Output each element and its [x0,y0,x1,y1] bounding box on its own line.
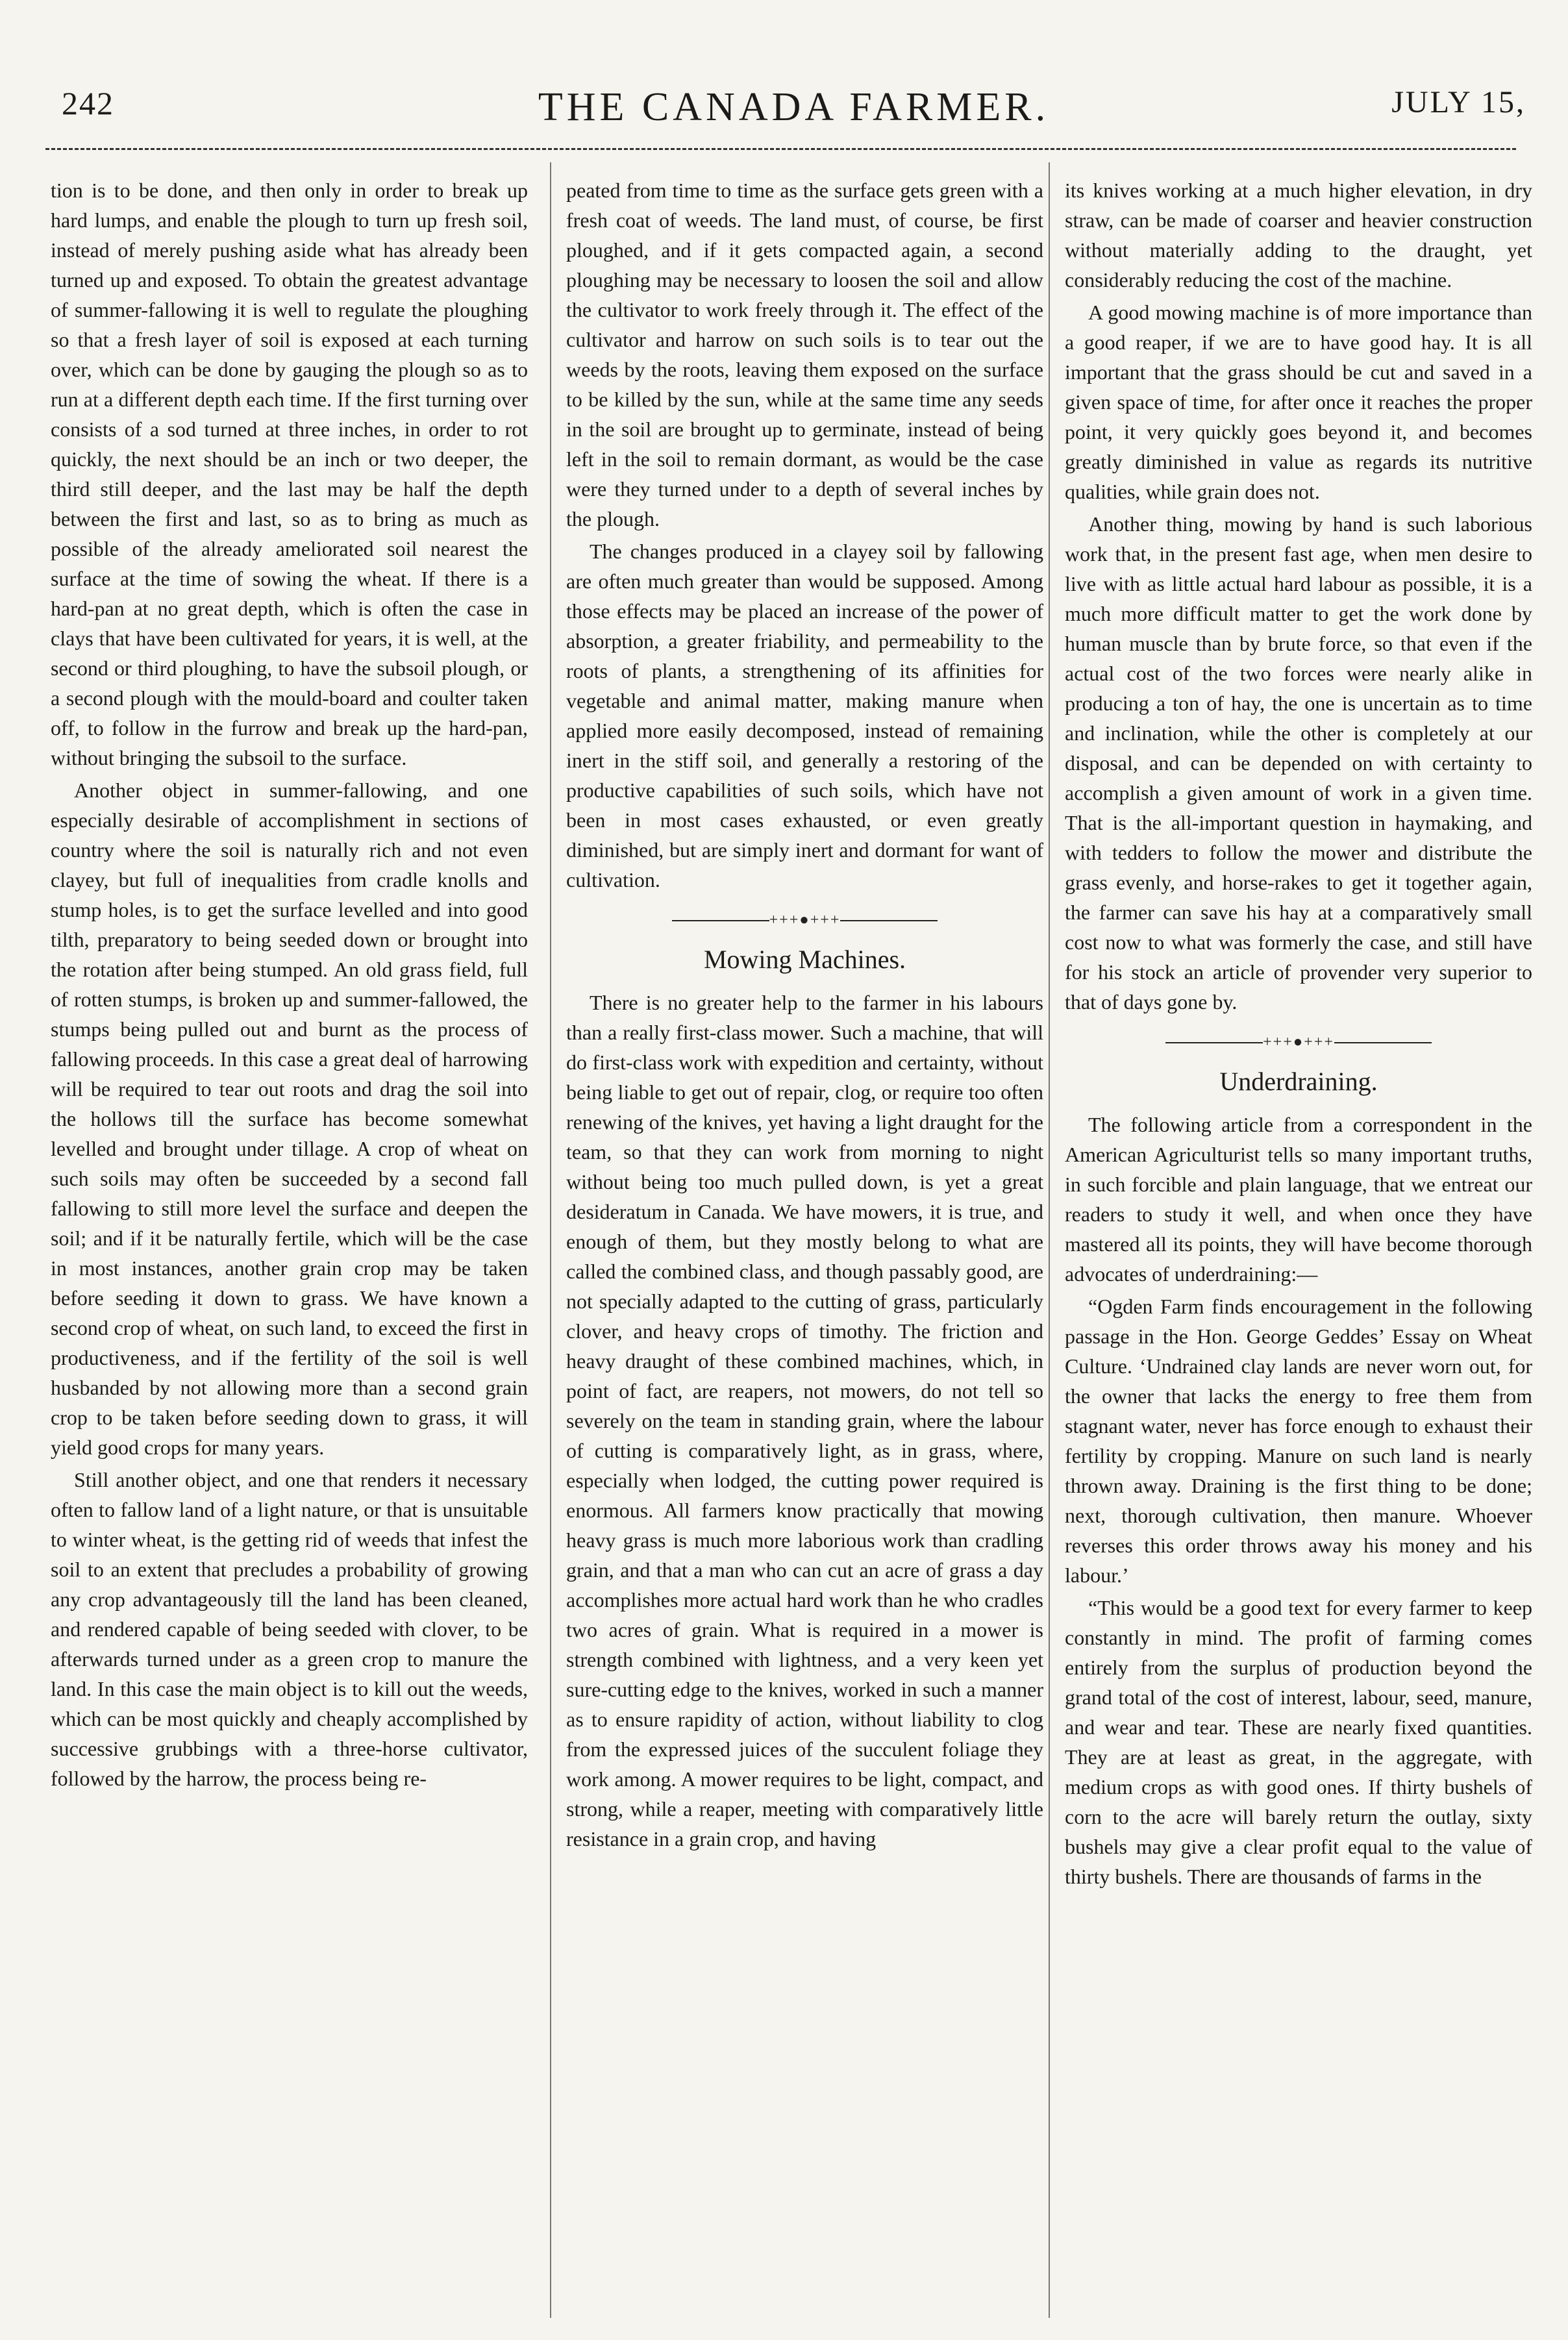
paragraph: tion is to be done, and then only in order to break up hard lumps, and enable the plough to turn up fresh soil, instead of merely pushing aside what has already been turned up and exposed. To obtain the greatest advantage of summer-fallowing it is well to regulate the ploughing so that a fresh layer of soil is exposed at each turning over, which can be done by gauging the plough so as to run at a different depth each time. If the first turning over consists of a sod turned at three inches, in order to rot quickly, the next should be an inch or two deeper, the third still deeper, and the last may be half the depth between the first and last, so as to bring as much as possible of the already ameliorated soil nearest the surface at the time of sowing the wheat. If there is a hard-pan at no great depth, which is often the case in clays that have been cultivated for years, it is well, at the second or third ploughing, to have the subsoil plough, or a second plough with the mould-board and coulter taken off, to follow in the furrow and break up the hard-pan, without bringing the subsoil to the surface. [51,179,528,769]
paragraph: The changes produced in a clayey soil by fallowing are often much greater than would be supposed. Among those effects may be placed an increase of the power of absorption, a greater friability, and permeability to the roots of plants, a strengthening of its affinities for vegetable and animal matter, making manure when applied more easily decomposed, instead of remaining inert in the stiff soil, and generally a restoring of the productive capabilities of such soils, which have not been in most cases exhausted, or even greatly diminished, but are simply inert and dormant for want of cultivation. [566,540,1043,891]
issue-date: JULY 15, [1391,85,1526,119]
header-rule [45,148,1516,150]
section-heading-mowing-machines: Mowing Machines. [703,945,906,974]
paragraph: The following article from a correspondent in the American Agriculturist tells so many important truths, in such forcible and plain language, that we entreat our readers to study it well, and when once they have mastered all its points, they will have become thorough advocates of underdraining:— [1065,1113,1532,1286]
section-divider-ornament [1065,1034,1532,1051]
paragraph: its knives working at a much higher elevation, in dry straw, can be made of coarser and heavier construction without materially adding to the draught, yet considerably reducing the cost of the machine. [1065,179,1532,292]
ornament-glyph: +++●+++ [769,912,841,928]
column-divider [550,162,551,2318]
column-2 [566,175,1043,2318]
masthead [62,84,1526,143]
paragraph: peated from time to time as the surface gets green with a fresh coat of weeds. The land must, of course, be first ploughed, and if it gets compacted again, a second ploughing may be necessary to loosen the soil and allow the cultivator to work freely through it. The effect of the cultivator and harrow on such soils is to tear out the weeds by the roots, leaving them exposed on the surface to be killed by the sun, while at the same time any seeds in the soil are brought up to germinate, instead of being left in the soil to remain dormant, as would be the case were they turned under to a depth of several inches by the plough. [566,179,1043,530]
paragraph: Another object in summer-fallowing, and one especially desirable of accomplishment in sections of country where the soil is naturally rich and not even clayey, but full of inequalities from cradle knolls and stump holes, is to get the surface levelled and into good tilth, preparatory to being seeded down or brought into the rotation after being stumped. An old grass field, full of rotten stumps, is broken up and summer-fallowed, the stumps being pulled out and burnt as the process of fallowing proceeds. In this case a great deal of harrowing will be required to tear out roots and drag the soil into the hollows till the surface has become somewhat levelled and brought under tillage. A crop of wheat on such soils may often be succeeded by a second fall fallowing to still more level the surface and deepen the soil; and if it be naturally fertile, which will be the case in most instances, another grain crop may be taken before seeding it down to grass. We have known a second crop of wheat, on such land, to exceed the first in productiveness, and if the fertility of the soil is well husbanded by not allowing more than a second grain crop to be taken before seeding down to grass, it will yield good crops for many years. [51,778,528,1459]
section-divider-ornament [566,912,1043,929]
column-divider [1049,162,1050,2318]
section-heading-underdraining: Underdraining. [1219,1067,1378,1096]
paragraph: Still another object, and one that renders it necessary often to fallow land of a light nature, or that is unsuitable to winter wheat, is the getting rid of weeds that infest the soil to an extent that precludes a probability of growing any crop advantageously till the land has been cleaned, and rendered capable of being seeded with clover, to be afterwards turned under as a green crop to manure the land. In this case the main object is to kill out the weeds, which can be most quickly and cheaply accomplished by successive grubbings with a three-horse cultivator, followed by the harrow, the process being re- [51,1468,528,1790]
paragraph: “This would be a good text for every farmer to keep constantly in mind. The profit of farming comes entirely from the surplus of production beyond the grand total of the cost of interest, labour, seed, manure, and wear and tear. These are nearly fixed quantities. They are at least as great, in the aggregate, with medium crops as with good ones. If thirty bushels of corn to the acre will barely return the outlay, sixty bushels may give a clear profit equal to the value of thirty bushels. There are thousands of farms in the [1065,1596,1532,1888]
paragraph: There is no greater help to the farmer in his labours than a really first-class mower. Such a machine, that will do first-class work with expedition and certainty, without being liable to get out of repair, clog, or require too often renewing of the knives, yet having a light draught for the team, so that they can work from morning to night without being too much pulled down, is yet a great desideratum in Canada. We have mowers, it is true, and enough of them, but they mostly belong to what are called the combined class, and though passably good, are not specially adapted to the cutting of grass, particularly clover, and heavy crops of timothy. The friction and heavy draught of these combined machines, which, in point of fact, are reapers, not mowers, do not tell so severely on the team in standing grain, where the labour of cutting is comparatively light, as in grass, where, especially when lodged, the cutting power required is enormous. All farmers know practically that mowing heavy grass is much more laborious work than cradling grain, and that a man who can cut an acre of grass a day accomplishes more actual hard work than he who cradles two acres of grain. What is required in a mower is strength combined with lightness, and a very keen yet sure-cutting edge to the knives, worked in such a manner as to ensure rapidity of action, without liability to clog from the expressed juices of the succulent foliage they work among. A mower requires to be light, compact, and strong, while a reaper, meeting with comparatively little resistance in a grain crop, and having [566,991,1043,1850]
column-3 [1065,175,1532,2318]
paragraph: Another thing, mowing by hand is such laborious work that, in the present fast age, when men desire to live with as little actual hard labour as possible, it is a much more difficult matter to get the work done by human muscle than by brute force, so that even if the actual cost of the two forces were nearly alike in producing a ton of hay, the one is uncertain as to time and inclination, while the other is completely at our disposal, and can be depended on with certainty to accomplish a given amount of work in a given time. That is the all-important question in haymaking, and with tedders to follow the mower and distribute the grass evenly, and horse-rakes to get it together again, the farmer can save his hay at a comparatively small cost now to what was formerly the case, and still have for his stock an article of provender very superior to that of days gone by. [1065,512,1532,1014]
paragraph: A good mowing machine is of more importance than a good reaper, if we are to have good hay. It is all important that the grass should be cut and saved in a given space of time, for after once it reaches the proper point, it very quickly goes beyond it, and becomes greatly diminished in value as regards its nutritive qualities, while grain does not. [1065,301,1532,503]
ornament-glyph: +++●+++ [1263,1034,1334,1051]
column-1 [51,175,528,2318]
newspaper-title: THE CANADA FARMER. [538,85,1050,129]
paragraph: “Ogden Farm finds encouragement in the following passage in the Hon. George Geddes’ Essay on Wheat Culture. ‘Undrained clay lands are never worn out, for the owner that lacks the energy to free them from stagnant water, never has force enough to exhaust their fertility by cropping. Manure on such land is nearly thrown away. Draining is the first thing to be done; next, thorough cultivation, then manure. Whoever reverses this order throws away his money and his labour.’ [1065,1295,1532,1587]
page-number: 242 [62,85,114,121]
